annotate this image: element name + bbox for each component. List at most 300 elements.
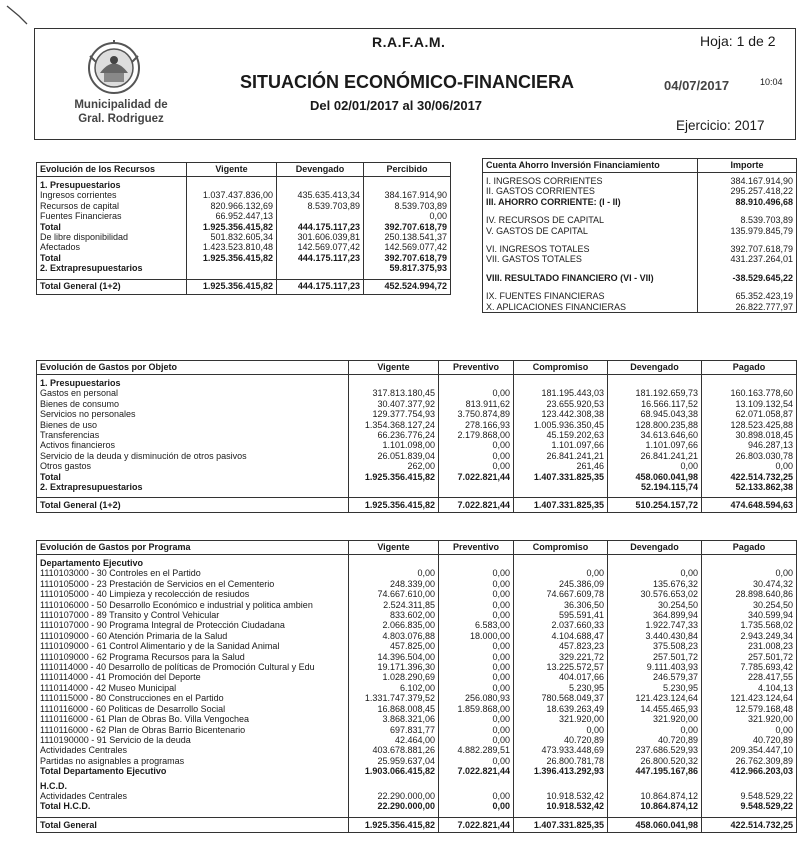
programa-cell: H.C.D. bbox=[37, 777, 349, 791]
programa-row bbox=[37, 756, 797, 766]
recursos-cell: 1.925.356.415,82 bbox=[187, 222, 277, 232]
programa-cell: 10.918.532,42 bbox=[514, 801, 608, 811]
programa-grand-total-row bbox=[37, 817, 797, 832]
recursos-row bbox=[37, 242, 451, 252]
programa-row bbox=[37, 725, 797, 735]
programa-row bbox=[37, 589, 797, 599]
ahorro-cell: 8.539.703,89 bbox=[698, 215, 797, 225]
ahorro-cell bbox=[698, 236, 797, 244]
objeto-cell: 2.179.868,00 bbox=[439, 430, 514, 440]
programa-total-cell: 1.407.331.825,35 bbox=[514, 817, 608, 832]
programa-cell: 0,00 bbox=[439, 672, 514, 682]
recursos-cell: 142.569.077,42 bbox=[277, 242, 364, 252]
objeto-row bbox=[37, 399, 797, 409]
programa-cell: 5.230,95 bbox=[608, 683, 702, 693]
objeto-row bbox=[37, 472, 797, 482]
recursos-row bbox=[37, 222, 451, 232]
objeto-cell: 0,00 bbox=[608, 461, 702, 471]
programa-cell: 1110109000 - 60 Atención Primaria de la Salud bbox=[37, 631, 349, 641]
ahorro-inversion-table bbox=[482, 158, 797, 313]
programa-cell: 1110114000 - 42 Museo Municipal bbox=[37, 683, 349, 693]
programa-cell: 0,00 bbox=[608, 568, 702, 578]
programa-cell: 74.667.610,00 bbox=[349, 589, 439, 599]
programa-total-cell: 7.022.821,44 bbox=[439, 817, 514, 832]
objeto-row bbox=[37, 388, 797, 398]
programa-row bbox=[37, 735, 797, 745]
recursos-header-cell: Percibido bbox=[364, 163, 451, 177]
objeto-cell bbox=[514, 482, 608, 492]
programa-cell: 1110190000 - 91 Servicio de la deuda bbox=[37, 735, 349, 745]
recursos-cell: Fuentes Financieras bbox=[37, 211, 187, 221]
programa-row bbox=[37, 801, 797, 811]
ahorro-cell: IV. RECURSOS DE CAPITAL bbox=[483, 215, 698, 225]
ahorro-row bbox=[483, 207, 797, 215]
programa-row bbox=[37, 652, 797, 662]
objeto-cell: 52.133.862,38 bbox=[702, 482, 797, 492]
ahorro-row bbox=[483, 215, 797, 225]
recursos-cell: 8.539.703,89 bbox=[364, 201, 451, 211]
programa-cell bbox=[349, 777, 439, 791]
programa-cell: 321.920,00 bbox=[702, 714, 797, 724]
programa-cell: 0,00 bbox=[439, 589, 514, 599]
programa-cell: 403.678.881,26 bbox=[349, 745, 439, 755]
programa-cell bbox=[514, 555, 608, 569]
objeto-cell: 946.287,13 bbox=[702, 440, 797, 450]
objeto-cell: 1. Presupuestarios bbox=[37, 375, 349, 389]
programa-cell: 0,00 bbox=[439, 725, 514, 735]
ahorro-cell bbox=[698, 283, 797, 291]
objeto-cell bbox=[608, 375, 702, 389]
objeto-header-cell: Devengado bbox=[608, 361, 702, 375]
ahorro-row bbox=[483, 226, 797, 236]
programa-cell: Actividades Centrales bbox=[37, 791, 349, 801]
ahorro-cell: 88.910.496,68 bbox=[698, 197, 797, 207]
programa-cell: 36.306,50 bbox=[514, 600, 608, 610]
programa-cell: 256.080,93 bbox=[439, 693, 514, 703]
programa-cell: 1110107000 - 89 Transito y Control Vehicular bbox=[37, 610, 349, 620]
objeto-cell: 34.613.646,60 bbox=[608, 430, 702, 440]
programa-cell: 0,00 bbox=[514, 725, 608, 735]
programa-total-cell: Total General bbox=[37, 817, 349, 832]
ahorro-header-cell: Importe bbox=[698, 159, 797, 173]
recursos-grand-total-row bbox=[37, 279, 451, 294]
programa-cell: 10.918.532,42 bbox=[514, 791, 608, 801]
objeto-header-cell: Pagado bbox=[702, 361, 797, 375]
programa-cell bbox=[514, 777, 608, 791]
recursos-cell: 0,00 bbox=[364, 211, 451, 221]
programa-cell: 246.579,37 bbox=[608, 672, 702, 682]
programa-cell: 1110114000 - 40 Desarrollo de políticas de Promoción Cultural y Edu bbox=[37, 662, 349, 672]
objeto-cell: Activos financieros bbox=[37, 440, 349, 450]
ahorro-row bbox=[483, 197, 797, 207]
objeto-cell: 1.101.097,66 bbox=[514, 440, 608, 450]
programa-cell: 0,00 bbox=[439, 610, 514, 620]
ahorro-cell: -38.529.645,22 bbox=[698, 273, 797, 283]
recursos-cell bbox=[277, 263, 364, 273]
objeto-row bbox=[37, 461, 797, 471]
objeto-cell: Gastos en personal bbox=[37, 388, 349, 398]
recursos-row bbox=[37, 232, 451, 242]
objeto-cell bbox=[514, 375, 608, 389]
objeto-cell: 813.911,62 bbox=[439, 399, 514, 409]
programa-cell: Departamento Ejecutivo bbox=[37, 555, 349, 569]
objeto-cell bbox=[439, 482, 514, 492]
programa-cell: 0,00 bbox=[439, 652, 514, 662]
programa-cell: 5.230,95 bbox=[514, 683, 608, 693]
programa-cell: 30.254,50 bbox=[702, 600, 797, 610]
report-time: 10:04 bbox=[760, 77, 783, 87]
recursos-cell bbox=[364, 177, 451, 191]
objeto-cell: 1.925.356.415,82 bbox=[349, 472, 439, 482]
programa-total-cell: 422.514.732,25 bbox=[702, 817, 797, 832]
programa-cell: 7.022.821,44 bbox=[439, 766, 514, 776]
recursos-total-cell: Total General (1+2) bbox=[37, 279, 187, 294]
municipality-line-1: Municipalidad de bbox=[74, 99, 168, 111]
programa-cell: 4.104.688,47 bbox=[514, 631, 608, 641]
objeto-row bbox=[37, 482, 797, 492]
programa-cell: 1.331.747.379,52 bbox=[349, 693, 439, 703]
programa-row bbox=[37, 693, 797, 703]
objeto-row bbox=[37, 440, 797, 450]
municipality-name bbox=[62, 98, 180, 126]
programa-cell: 12.579.168,48 bbox=[702, 704, 797, 714]
ahorro-cell: 135.979.845,79 bbox=[698, 226, 797, 236]
programa-cell: 0,00 bbox=[439, 791, 514, 801]
recursos-cell: Ingresos corrientes bbox=[37, 190, 187, 200]
programa-cell: 473.933.448,69 bbox=[514, 745, 608, 755]
programa-cell: 6.102,00 bbox=[349, 683, 439, 693]
objeto-cell: 317.813.180,45 bbox=[349, 388, 439, 398]
objeto-cell bbox=[349, 482, 439, 492]
fiscal-year: Ejercicio: 2017 bbox=[676, 118, 765, 133]
programa-row bbox=[37, 555, 797, 569]
programa-cell bbox=[702, 555, 797, 569]
programa-cell: 26.800.781,78 bbox=[514, 756, 608, 766]
objeto-cell: 7.022.821,44 bbox=[439, 472, 514, 482]
programa-cell: 340.599,94 bbox=[702, 610, 797, 620]
programa-cell: 1110114000 - 41 Promoción del Deporte bbox=[37, 672, 349, 682]
recursos-total-cell: 1.925.356.415,82 bbox=[187, 279, 277, 294]
programa-cell: 18.639.263,49 bbox=[514, 704, 608, 714]
programa-row bbox=[37, 777, 797, 791]
recursos-cell: 392.707.618,79 bbox=[364, 222, 451, 232]
programa-cell: 447.195.167,86 bbox=[608, 766, 702, 776]
programa-cell: 375.508,23 bbox=[608, 641, 702, 651]
report-date: 04/07/2017 bbox=[664, 78, 730, 93]
programa-cell: 30.576.653,02 bbox=[608, 589, 702, 599]
programa-total-cell: 458.060.041,98 bbox=[608, 817, 702, 832]
programa-cell: 2.066.835,00 bbox=[349, 620, 439, 630]
programa-cell: 412.966.203,03 bbox=[702, 766, 797, 776]
objeto-row bbox=[37, 451, 797, 461]
objeto-cell: 0,00 bbox=[439, 461, 514, 471]
gastos-programa-table bbox=[36, 540, 797, 833]
programa-cell: 231.008,23 bbox=[702, 641, 797, 651]
programa-cell: 135.676,32 bbox=[608, 579, 702, 589]
objeto-cell: 1.101.097,66 bbox=[608, 440, 702, 450]
objeto-cell: 1.005.936.350,45 bbox=[514, 420, 608, 430]
objeto-header-cell: Compromiso bbox=[514, 361, 608, 375]
programa-cell: 1110116000 - 62 Plan de Obras Barrio Bicentenario bbox=[37, 725, 349, 735]
programa-cell: 18.000,00 bbox=[439, 631, 514, 641]
recursos-total-cell: 452.524.994,72 bbox=[364, 279, 451, 294]
objeto-cell: Transferencias bbox=[37, 430, 349, 440]
recursos-cell: 59.817.375,93 bbox=[364, 263, 451, 273]
programa-cell: Total H.C.D. bbox=[37, 801, 349, 811]
programa-cell: 209.354.447,10 bbox=[702, 745, 797, 755]
objeto-cell: 1.354.368.127,24 bbox=[349, 420, 439, 430]
objeto-cell bbox=[439, 375, 514, 389]
programa-cell: 0,00 bbox=[514, 568, 608, 578]
programa-header bbox=[37, 541, 797, 555]
page-title: SITUACIÓN ECONÓMICO-FINANCIERA bbox=[240, 72, 574, 92]
ahorro-cell: VIII. RESULTADO FINANCIERO (VI - VII) bbox=[483, 273, 698, 283]
objeto-cell: 261,46 bbox=[514, 461, 608, 471]
programa-cell: 22.290.000,00 bbox=[349, 801, 439, 811]
objeto-cell: 52.194.115,74 bbox=[608, 482, 702, 492]
objeto-cell: 3.750.874,89 bbox=[439, 409, 514, 419]
ahorro-row bbox=[483, 244, 797, 254]
objeto-cell: 0,00 bbox=[439, 388, 514, 398]
programa-row bbox=[37, 766, 797, 776]
objeto-cell: 66.236.776,24 bbox=[349, 430, 439, 440]
recursos-cell: 444.175.117,23 bbox=[277, 222, 364, 232]
programa-cell: 1110107000 - 90 Programa Integral de Protección Ciudadana bbox=[37, 620, 349, 630]
ahorro-cell: 431.237.264,01 bbox=[698, 254, 797, 264]
programa-cell: 10.864.874,12 bbox=[608, 791, 702, 801]
programa-cell: 19.171.396,30 bbox=[349, 662, 439, 672]
programa-cell: 22.290.000,00 bbox=[349, 791, 439, 801]
objeto-cell: 128.800.235,88 bbox=[608, 420, 702, 430]
ahorro-cell: II. GASTOS CORRIENTES bbox=[483, 186, 698, 196]
programa-cell: 30.254,50 bbox=[608, 600, 702, 610]
objeto-header-cell: Preventivo bbox=[439, 361, 514, 375]
objeto-cell: Servicio de la deuda y disminución de otros pasivos bbox=[37, 451, 349, 461]
recursos-cell: 392.707.618,79 bbox=[364, 253, 451, 263]
ahorro-row bbox=[483, 291, 797, 301]
municipality-line-2: Gral. Rodriguez bbox=[78, 113, 164, 125]
programa-cell: 248.339,00 bbox=[349, 579, 439, 589]
programa-row bbox=[37, 672, 797, 682]
objeto-cell: Bienes de uso bbox=[37, 420, 349, 430]
programa-cell: 28.898.640,86 bbox=[702, 589, 797, 599]
ahorro-row bbox=[483, 186, 797, 196]
objeto-cell: 30.898.018,45 bbox=[702, 430, 797, 440]
programa-cell: 14.455.465,93 bbox=[608, 704, 702, 714]
ahorro-cell bbox=[698, 207, 797, 215]
objeto-row bbox=[37, 375, 797, 389]
programa-header-cell: Preventivo bbox=[439, 541, 514, 555]
programa-cell: 780.568.049,37 bbox=[514, 693, 608, 703]
recursos-cell: Total bbox=[37, 253, 187, 263]
programa-cell bbox=[608, 555, 702, 569]
programa-cell: 30.474,32 bbox=[702, 579, 797, 589]
ahorro-header-cell: Cuenta Ahorro Inversión Financiamiento bbox=[483, 159, 698, 173]
ahorro-row bbox=[483, 283, 797, 291]
objeto-cell: Otros gastos bbox=[37, 461, 349, 471]
programa-header-cell: Pagado bbox=[702, 541, 797, 555]
programa-cell: 13.225.572,57 bbox=[514, 662, 608, 672]
programa-cell: 40.720,89 bbox=[702, 735, 797, 745]
programa-header-cell: Vigente bbox=[349, 541, 439, 555]
recursos-cell: Total bbox=[37, 222, 187, 232]
programa-cell: Partidas no asignables a programas bbox=[37, 756, 349, 766]
programa-header-cell: Evolución de Gastos por Programa bbox=[37, 541, 349, 555]
recursos-cell: 66.952.447,13 bbox=[187, 211, 277, 221]
programa-header-cell: Compromiso bbox=[514, 541, 608, 555]
programa-cell: 0,00 bbox=[439, 579, 514, 589]
programa-cell: 228.417,55 bbox=[702, 672, 797, 682]
programa-cell: 74.667.609,78 bbox=[514, 589, 608, 599]
objeto-cell: 181.192.659,73 bbox=[608, 388, 702, 398]
org-name: R.A.F.A.M. bbox=[372, 34, 446, 50]
programa-cell: 1110106000 - 50 Desarrollo Económico e industrial y politica ambien bbox=[37, 600, 349, 610]
objeto-cell: 278.166,93 bbox=[439, 420, 514, 430]
objeto-row bbox=[37, 409, 797, 419]
programa-cell: 1110115000 - 80 Construcciones en el Partido bbox=[37, 693, 349, 703]
recursos-cell: 250.138.541,37 bbox=[364, 232, 451, 242]
ahorro-cell bbox=[483, 207, 698, 215]
programa-cell: 0,00 bbox=[439, 662, 514, 672]
programa-cell: 257.501,72 bbox=[608, 652, 702, 662]
objeto-row bbox=[37, 430, 797, 440]
ahorro-cell: 392.707.618,79 bbox=[698, 244, 797, 254]
objeto-cell: Bienes de consumo bbox=[37, 399, 349, 409]
recursos-cell bbox=[277, 211, 364, 221]
programa-cell: 4.882.289,51 bbox=[439, 745, 514, 755]
objeto-grand-total-row bbox=[37, 498, 797, 513]
recursos-cell: 1. Presupuestarios bbox=[37, 177, 187, 191]
programa-cell: 1.735.568,02 bbox=[702, 620, 797, 630]
objeto-total-cell: 510.254.157,72 bbox=[608, 498, 702, 513]
objeto-header-cell: Vigente bbox=[349, 361, 439, 375]
programa-cell bbox=[439, 555, 514, 569]
recursos-cell: 8.539.703,89 bbox=[277, 201, 364, 211]
programa-cell: 9.548.529,22 bbox=[702, 801, 797, 811]
objeto-cell: 26.841.241,21 bbox=[608, 451, 702, 461]
programa-row bbox=[37, 745, 797, 755]
programa-cell: 26.800.520,32 bbox=[608, 756, 702, 766]
programa-cell: 2.524.311,85 bbox=[349, 600, 439, 610]
ahorro-cell: VI. INGRESOS TOTALES bbox=[483, 244, 698, 254]
ahorro-cell: V. GASTOS DE CAPITAL bbox=[483, 226, 698, 236]
programa-header-cell: Devengado bbox=[608, 541, 702, 555]
programa-cell: 2.943.249,34 bbox=[702, 631, 797, 641]
objeto-cell: 45.159.202,63 bbox=[514, 430, 608, 440]
programa-cell: 595.591,41 bbox=[514, 610, 608, 620]
programa-cell: 237.686.529,93 bbox=[608, 745, 702, 755]
recursos-cell: 1.925.356.415,82 bbox=[187, 253, 277, 263]
programa-cell: 833.602,00 bbox=[349, 610, 439, 620]
period-range: Del 02/01/2017 al 30/06/2017 bbox=[310, 98, 483, 113]
programa-cell: Actividades Centrales bbox=[37, 745, 349, 755]
recursos-cell: Recursos de capital bbox=[37, 201, 187, 211]
objeto-cell: 16.566.117,52 bbox=[608, 399, 702, 409]
recursos-cell: 444.175.117,23 bbox=[277, 253, 364, 263]
recursos-cell: 301.606.039,81 bbox=[277, 232, 364, 242]
programa-cell: 257.501,72 bbox=[702, 652, 797, 662]
recursos-header-cell: Vigente bbox=[187, 163, 277, 177]
programa-cell: 245.386,09 bbox=[514, 579, 608, 589]
objeto-total-cell: Total General (1+2) bbox=[37, 498, 349, 513]
programa-cell: 42.464,00 bbox=[349, 735, 439, 745]
programa-cell: 0,00 bbox=[439, 683, 514, 693]
programa-cell: 404.017,66 bbox=[514, 672, 608, 682]
programa-row bbox=[37, 579, 797, 589]
programa-cell: 16.868.008,45 bbox=[349, 704, 439, 714]
programa-cell: 0,00 bbox=[439, 568, 514, 578]
objeto-cell: 123.442.308,38 bbox=[514, 409, 608, 419]
programa-cell bbox=[608, 777, 702, 791]
programa-cell: 1110105000 - 23 Prestación de Servicios en el Cementerio bbox=[37, 579, 349, 589]
programa-cell: 7.785.693,42 bbox=[702, 662, 797, 672]
objeto-cell: 129.377.754,93 bbox=[349, 409, 439, 419]
programa-cell: 14.396.504,00 bbox=[349, 652, 439, 662]
programa-row bbox=[37, 683, 797, 693]
recursos-row bbox=[37, 201, 451, 211]
ahorro-cell: IX. FUENTES FINANCIERAS bbox=[483, 291, 698, 301]
objeto-cell: 1.407.331.825,35 bbox=[514, 472, 608, 482]
objeto-cell: 0,00 bbox=[439, 451, 514, 461]
objeto-cell: 160.163.778,60 bbox=[702, 388, 797, 398]
recursos-cell: 2. Extrapresupuestarios bbox=[37, 263, 187, 273]
programa-cell: 4.104,13 bbox=[702, 683, 797, 693]
objeto-header bbox=[37, 361, 797, 375]
programa-row bbox=[37, 568, 797, 578]
programa-cell: 9.548.529,22 bbox=[702, 791, 797, 801]
ahorro-cell: VII. GASTOS TOTALES bbox=[483, 254, 698, 264]
programa-row bbox=[37, 600, 797, 610]
programa-cell: 25.959.637,04 bbox=[349, 756, 439, 766]
programa-cell: 697.831,77 bbox=[349, 725, 439, 735]
programa-cell: 26.762.309,89 bbox=[702, 756, 797, 766]
programa-cell: 0,00 bbox=[702, 568, 797, 578]
objeto-cell: Servicios no personales bbox=[37, 409, 349, 419]
programa-cell: 457.823,23 bbox=[514, 641, 608, 651]
programa-cell: 1110109000 - 61 Control Alimentario y de la Sanidad Animal bbox=[37, 641, 349, 651]
programa-cell bbox=[349, 555, 439, 569]
objeto-cell: 1.101.098,00 bbox=[349, 440, 439, 450]
programa-cell: 40.720,89 bbox=[514, 735, 608, 745]
objeto-cell: Total bbox=[37, 472, 349, 482]
programa-cell: 0,00 bbox=[439, 600, 514, 610]
programa-row bbox=[37, 714, 797, 724]
ahorro-header bbox=[483, 159, 797, 173]
objeto-cell: 26.803.030,78 bbox=[702, 451, 797, 461]
ahorro-cell: III. AHORRO CORRIENTE: (I - II) bbox=[483, 197, 698, 207]
programa-row bbox=[37, 641, 797, 651]
objeto-cell: 62.071.058,87 bbox=[702, 409, 797, 419]
programa-cell: Total Departamento Ejecutivo bbox=[37, 766, 349, 776]
pen-mark bbox=[5, 4, 29, 26]
objeto-header-cell: Evolución de Gastos por Objeto bbox=[37, 361, 349, 375]
programa-cell: 321.920,00 bbox=[608, 714, 702, 724]
municipal-seal-icon bbox=[86, 40, 142, 96]
ahorro-row bbox=[483, 265, 797, 273]
programa-row bbox=[37, 662, 797, 672]
recursos-header-cell: Evolución de los Recursos bbox=[37, 163, 187, 177]
programa-row bbox=[37, 620, 797, 630]
objeto-cell: 2. Extrapresupuestarios bbox=[37, 482, 349, 492]
objeto-cell bbox=[702, 375, 797, 389]
programa-cell: 1.922.747,33 bbox=[608, 620, 702, 630]
programa-cell: 10.864.874,12 bbox=[608, 801, 702, 811]
objeto-total-cell: 1.925.356.415,82 bbox=[349, 498, 439, 513]
gastos-objeto-table bbox=[36, 360, 797, 513]
ahorro-row bbox=[483, 302, 797, 313]
programa-cell: 1.859.868,00 bbox=[439, 704, 514, 714]
programa-total-cell: 1.925.356.415,82 bbox=[349, 817, 439, 832]
